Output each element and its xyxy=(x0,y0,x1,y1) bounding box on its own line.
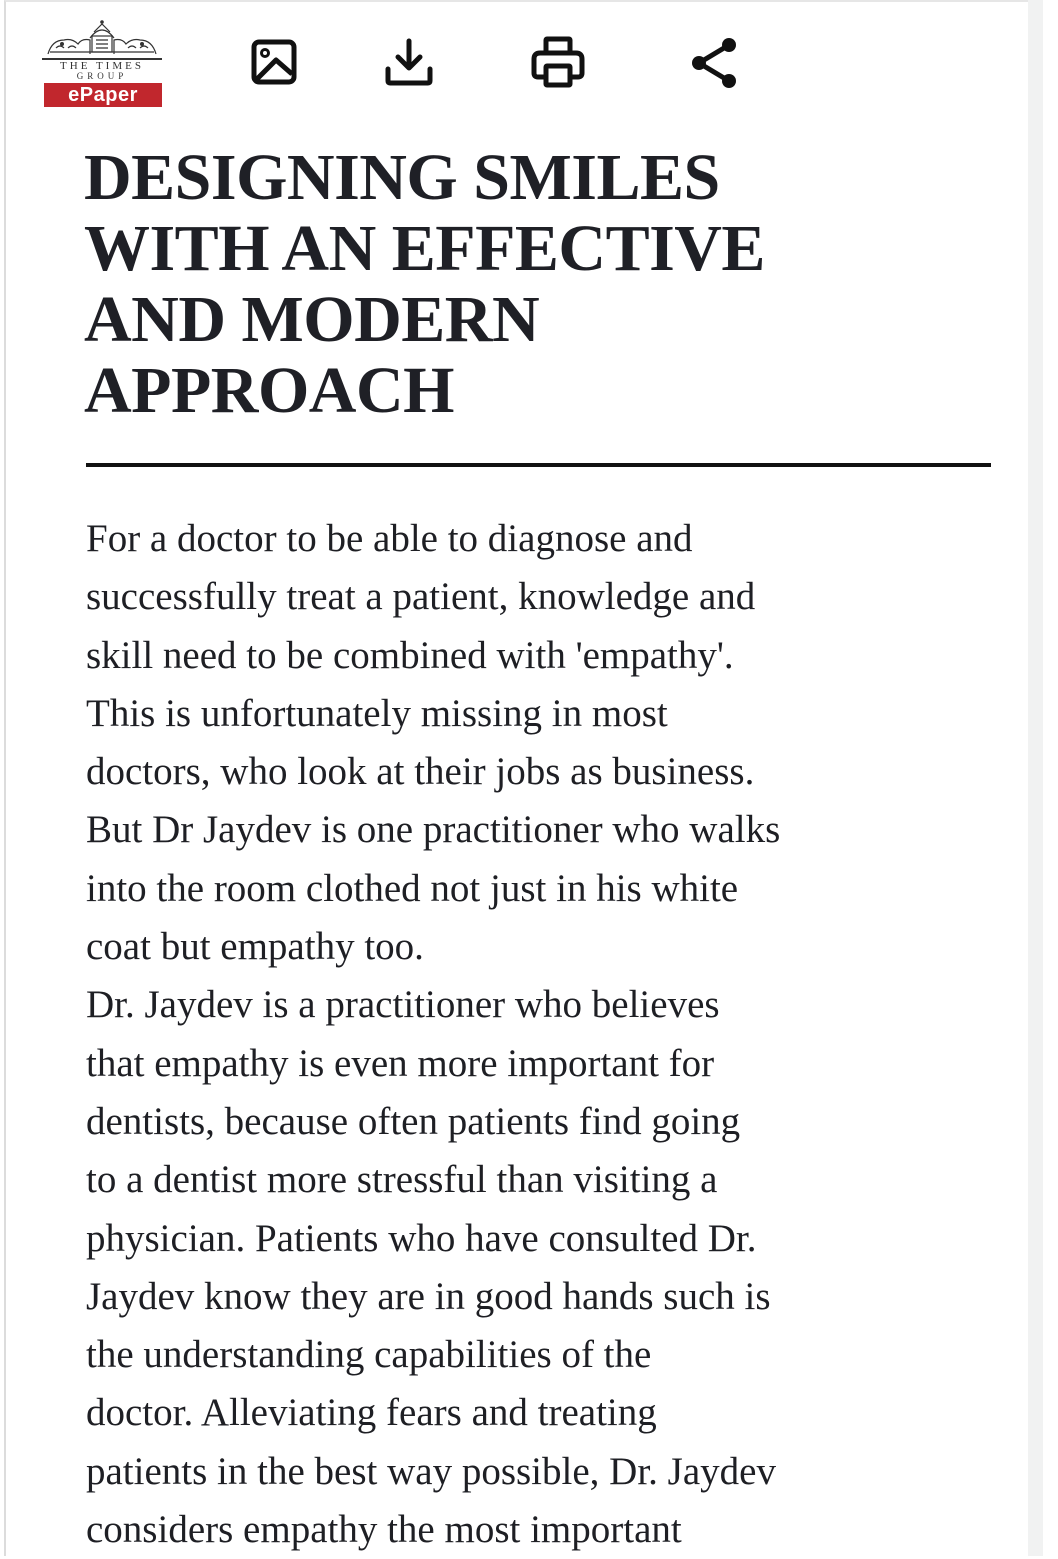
body-line: into the room clothed not just in his white xyxy=(86,866,739,910)
print-button[interactable] xyxy=(526,30,590,94)
headline-divider xyxy=(86,463,991,467)
body-line: Dr. Jaydev is a practitioner who believes xyxy=(86,983,720,1027)
headline-line: WITH AN EFFECTIVE xyxy=(84,212,765,285)
body-line: considers empathy the most important xyxy=(86,1508,682,1552)
body-line: physician. Patients who have consulted Dr. xyxy=(86,1216,757,1260)
body-line: the understanding capabilities of the xyxy=(86,1333,652,1377)
body-line: For a doctor to be able to diagnose and xyxy=(86,517,693,560)
article-paragraph-2 xyxy=(86,976,1006,1559)
body-line: doctors, who look at their jobs as business. xyxy=(86,750,755,794)
body-line: to a dentist more stressful than visiting a xyxy=(86,1158,718,1202)
article-headline xyxy=(84,142,1004,426)
printer-icon xyxy=(529,33,587,91)
headline-line: DESIGNING SMILES xyxy=(84,141,720,214)
logo-brand-line1: THE TIMES xyxy=(60,60,144,72)
body-line: skill need to be combined with 'empathy'. xyxy=(86,633,734,677)
times-group-epaper-logo[interactable] xyxy=(40,18,164,110)
body-line: coat but empathy too. xyxy=(86,925,424,969)
headline-line: AND MODERN xyxy=(84,283,540,356)
logo-brand-text xyxy=(40,61,164,81)
image-icon xyxy=(245,33,303,91)
headline-line: APPROACH xyxy=(84,354,454,427)
scrollbar-track[interactable] xyxy=(1028,0,1043,1556)
body-line: successfully treat a patient, knowledge and xyxy=(86,575,756,619)
epaper-article-view xyxy=(4,0,1028,1556)
share-button[interactable] xyxy=(682,30,746,94)
view-image-button[interactable] xyxy=(242,30,306,94)
times-emblem-icon xyxy=(42,18,162,58)
body-line: that empathy is even more important for xyxy=(86,1041,715,1085)
body-line: doctor. Alleviating fears and treating xyxy=(86,1391,657,1435)
body-line: Jaydev know they are in good hands such is xyxy=(86,1274,771,1318)
article-paragraph-1 xyxy=(86,510,1006,976)
body-line: dentists, because often patients find going xyxy=(86,1099,741,1143)
download-button[interactable] xyxy=(377,30,441,94)
body-line: But Dr Jaydev is one practitioner who walks xyxy=(86,808,781,852)
share-icon xyxy=(685,33,743,91)
body-line: This is unfortunately missing in most xyxy=(86,691,668,735)
body-line: patients in the best way possible, Dr. Jaydev xyxy=(86,1449,776,1493)
article-toolbar xyxy=(6,2,1030,122)
article-body xyxy=(86,510,1006,1559)
download-icon xyxy=(380,33,438,91)
epaper-badge: ePaper xyxy=(44,83,162,107)
logo-brand-line2: GROUP xyxy=(76,71,128,81)
